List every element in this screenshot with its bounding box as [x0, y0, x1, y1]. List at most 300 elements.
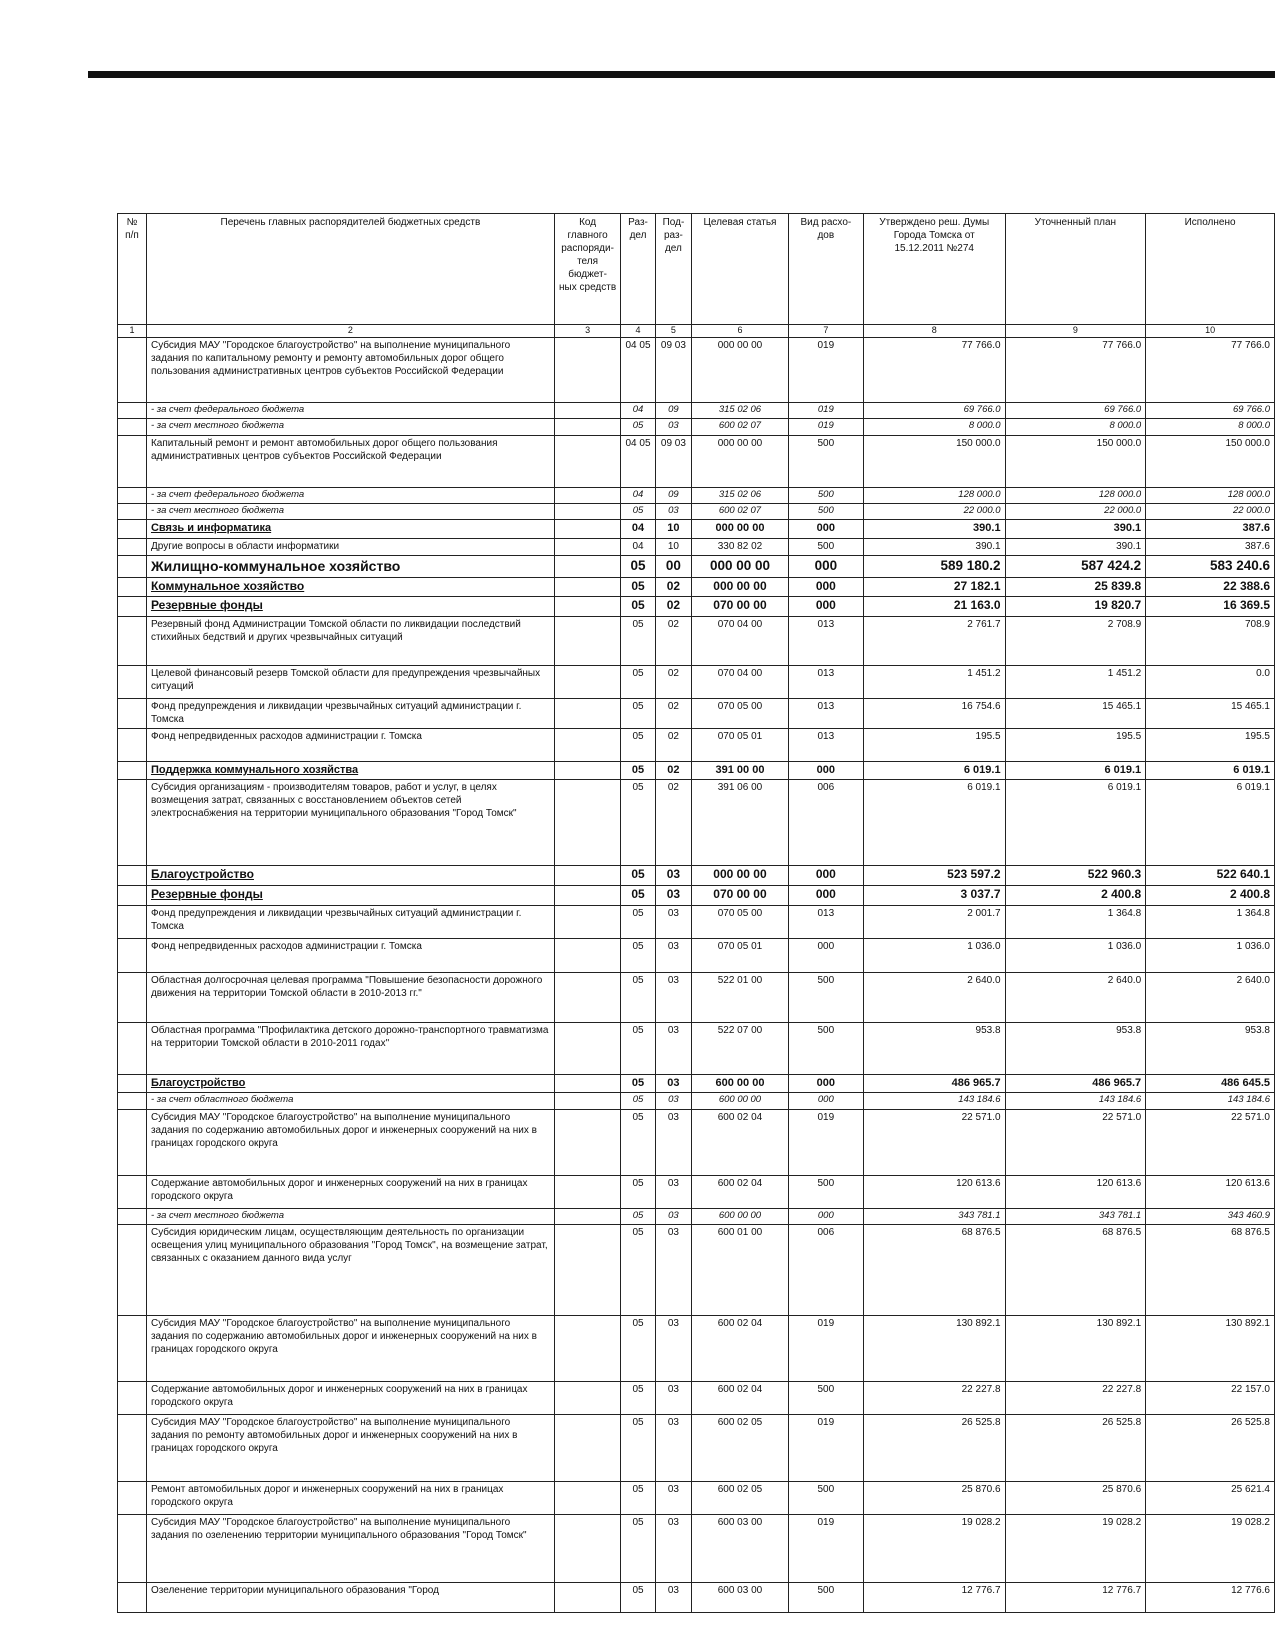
- table-row: [118, 555, 1275, 577]
- row-code: [554, 1514, 621, 1582]
- row-code: [554, 538, 621, 555]
- table-row: [118, 1224, 1275, 1315]
- row-plan: 12 776.7: [1005, 1582, 1146, 1612]
- row-article: 600 02 04: [692, 1381, 789, 1414]
- row-article: 000 00 00: [692, 520, 789, 538]
- row-number: [118, 1315, 147, 1381]
- row-razdel: 05: [621, 666, 655, 699]
- row-vid: 013: [788, 666, 863, 699]
- row-done: 343 460.9: [1146, 1208, 1275, 1224]
- row-name: Субсидия организациям - производителям товаров, работ и услуг, в целях возмещения затрат, связанных с восстановлением объектов сетей электроснабжения на территории муниципального образования "Город Томск": [146, 780, 554, 866]
- row-razdel: 05: [621, 1175, 655, 1208]
- row-plan: 77 766.0: [1005, 338, 1146, 403]
- row-done: 0.0: [1146, 666, 1275, 699]
- row-number: [118, 338, 147, 403]
- row-name: Жилищно-коммунальное хозяйство: [146, 555, 554, 577]
- table-row: [118, 597, 1275, 617]
- table-row: [118, 886, 1275, 906]
- row-approved: 19 028.2: [863, 1514, 1005, 1582]
- row-razdel: 05: [621, 1582, 655, 1612]
- row-article: 000 00 00: [692, 435, 789, 487]
- row-number: [118, 555, 147, 577]
- row-name: Ремонт автомобильных дорог и инженерных сооружений на них в границах городского округа: [146, 1481, 554, 1514]
- row-podrazdel: 03: [655, 1315, 691, 1381]
- row-article: 522 01 00: [692, 972, 789, 1022]
- row-name: - за счет федерального бюджета: [146, 403, 554, 419]
- row-vid: 000: [788, 762, 863, 780]
- row-code: [554, 403, 621, 419]
- row-podrazdel: 09 03: [655, 435, 691, 487]
- row-number: [118, 1224, 147, 1315]
- row-article: 600 02 07: [692, 504, 789, 520]
- row-name: Фонд непредвиденных расходов администрации г. Томска: [146, 729, 554, 762]
- row-vid: 019: [788, 1514, 863, 1582]
- header-vid: Вид расхо- дов: [788, 214, 863, 325]
- row-number: [118, 1514, 147, 1582]
- table-row: [118, 617, 1275, 666]
- row-number: [118, 617, 147, 666]
- table-row: [118, 762, 1275, 780]
- row-code: [554, 555, 621, 577]
- row-number: [118, 699, 147, 729]
- row-approved: 120 613.6: [863, 1175, 1005, 1208]
- row-number: [118, 1109, 147, 1175]
- row-article: 000 00 00: [692, 577, 789, 597]
- header-done: Исполнено: [1146, 214, 1275, 325]
- row-article: 000 00 00: [692, 338, 789, 403]
- row-name: Субсидия юридическим лицам, осуществляющим деятельность по организации освещения улиц муниципального образования "Город Томск", на возмещение затрат, связанных с оказанием данного вида услуг: [146, 1224, 554, 1315]
- row-done: 486 645.5: [1146, 1074, 1275, 1092]
- row-article: 600 03 00: [692, 1582, 789, 1612]
- table-row: [118, 577, 1275, 597]
- header-podrazdel: Под- раз- дел: [655, 214, 691, 325]
- row-done: 6 019.1: [1146, 762, 1275, 780]
- row-approved: 143 184.6: [863, 1093, 1005, 1109]
- table-row: [118, 487, 1275, 503]
- header-code: Код главного распоряди- теля бюджет- ных средств: [554, 214, 621, 325]
- row-done: 143 184.6: [1146, 1093, 1275, 1109]
- row-podrazdel: 02: [655, 577, 691, 597]
- row-name: Благоустройство: [146, 1074, 554, 1092]
- row-number: [118, 1093, 147, 1109]
- row-plan: 587 424.2: [1005, 555, 1146, 577]
- row-plan: 25 870.6: [1005, 1481, 1146, 1514]
- row-number: [118, 577, 147, 597]
- row-plan: 6 019.1: [1005, 762, 1146, 780]
- table-row: [118, 1093, 1275, 1109]
- row-podrazdel: 03: [655, 419, 691, 435]
- row-done: 120 613.6: [1146, 1175, 1275, 1208]
- row-razdel: 04: [621, 538, 655, 555]
- row-article: 600 01 00: [692, 1224, 789, 1315]
- row-podrazdel: 02: [655, 762, 691, 780]
- row-razdel: 05: [621, 419, 655, 435]
- row-approved: 390.1: [863, 538, 1005, 555]
- row-name: Фонд предупреждения и ликвидации чрезвычайных ситуаций администрации г. Томска: [146, 699, 554, 729]
- row-article: 600 02 04: [692, 1315, 789, 1381]
- row-approved: 1 036.0: [863, 938, 1005, 972]
- row-name: Озеленение территории муниципального образования "Город: [146, 1582, 554, 1612]
- table-row: [118, 699, 1275, 729]
- row-code: [554, 487, 621, 503]
- row-podrazdel: 03: [655, 504, 691, 520]
- row-code: [554, 504, 621, 520]
- table-row: [118, 1109, 1275, 1175]
- row-vid: 006: [788, 1224, 863, 1315]
- row-name: Фонд непредвиденных расходов администрации г. Томска: [146, 938, 554, 972]
- row-podrazdel: 02: [655, 729, 691, 762]
- row-approved: 589 180.2: [863, 555, 1005, 577]
- row-code: [554, 1175, 621, 1208]
- row-name: Целевой финансовый резерв Томской области для предупреждения чрезвычайных ситуаций: [146, 666, 554, 699]
- table-row: [118, 435, 1275, 487]
- row-vid: 019: [788, 1414, 863, 1481]
- row-podrazdel: 03: [655, 1582, 691, 1612]
- row-razdel: 04: [621, 520, 655, 538]
- row-podrazdel: 03: [655, 1109, 691, 1175]
- row-plan: 2 640.0: [1005, 972, 1146, 1022]
- row-article: 070 04 00: [692, 666, 789, 699]
- row-vid: 013: [788, 729, 863, 762]
- column-number: 10: [1146, 325, 1275, 338]
- row-approved: 390.1: [863, 520, 1005, 538]
- row-vid: 000: [788, 886, 863, 906]
- table-row: [118, 504, 1275, 520]
- row-vid: 013: [788, 699, 863, 729]
- row-plan: 390.1: [1005, 538, 1146, 555]
- row-plan: 195.5: [1005, 729, 1146, 762]
- row-razdel: 05: [621, 729, 655, 762]
- row-code: [554, 1022, 621, 1074]
- row-approved: 6 019.1: [863, 762, 1005, 780]
- row-number: [118, 905, 147, 938]
- row-podrazdel: 09: [655, 487, 691, 503]
- row-name: Резервный фонд Администрации Томской области по ликвидации последствий стихийных бедствий и других чрезвычайных ситуаций: [146, 617, 554, 666]
- row-razdel: 05: [621, 617, 655, 666]
- row-approved: 21 163.0: [863, 597, 1005, 617]
- row-vid: 500: [788, 504, 863, 520]
- row-number: [118, 504, 147, 520]
- row-code: [554, 1208, 621, 1224]
- row-plan: 15 465.1: [1005, 699, 1146, 729]
- row-podrazdel: 09: [655, 403, 691, 419]
- row-razdel: 05: [621, 762, 655, 780]
- row-name: Субсидия МАУ "Городское благоустройство" на выполнение муниципального задания по содержанию автомобильных дорог и инженерных сооружений на них в границах городского округа: [146, 1315, 554, 1381]
- row-razdel: 05: [621, 1022, 655, 1074]
- row-done: 22 157.0: [1146, 1381, 1275, 1414]
- table-row: [118, 972, 1275, 1022]
- row-code: [554, 1074, 621, 1092]
- row-done: 2 400.8: [1146, 886, 1275, 906]
- table-row: [118, 729, 1275, 762]
- row-name: Субсидия МАУ "Городское благоустройство" на выполнение муниципального задания по капитальному ремонту и ремонту автомобильных дорог общего пользования административных центров субъектов Российской Федерации: [146, 338, 554, 403]
- row-podrazdel: 03: [655, 886, 691, 906]
- row-podrazdel: 03: [655, 1224, 691, 1315]
- row-approved: 486 965.7: [863, 1074, 1005, 1092]
- row-done: 26 525.8: [1146, 1414, 1275, 1481]
- table-row: [118, 938, 1275, 972]
- row-vid: 500: [788, 1582, 863, 1612]
- row-name: Связь и информатика: [146, 520, 554, 538]
- row-name: Другие вопросы в области информатики: [146, 538, 554, 555]
- row-podrazdel: 02: [655, 780, 691, 866]
- row-vid: 000: [788, 866, 863, 886]
- row-plan: 343 781.1: [1005, 1208, 1146, 1224]
- row-plan: 69 766.0: [1005, 403, 1146, 419]
- row-razdel: 05: [621, 866, 655, 886]
- top-rule: [88, 71, 1275, 78]
- row-razdel: 04: [621, 487, 655, 503]
- row-podrazdel: 03: [655, 1381, 691, 1414]
- row-code: [554, 886, 621, 906]
- header-razdel: Раз- дел: [621, 214, 655, 325]
- column-number: 4: [621, 325, 655, 338]
- row-vid: 500: [788, 487, 863, 503]
- row-done: 195.5: [1146, 729, 1275, 762]
- row-razdel: 05: [621, 886, 655, 906]
- row-name: Областная долгосрочная целевая программа "Повышение безопасности дорожного движения на территории Томской области в 2010-2013 гг.": [146, 972, 554, 1022]
- row-vid: 019: [788, 338, 863, 403]
- row-article: 070 05 01: [692, 729, 789, 762]
- row-article: 330 82 02: [692, 538, 789, 555]
- row-approved: 3 037.7: [863, 886, 1005, 906]
- row-approved: 953.8: [863, 1022, 1005, 1074]
- row-done: 12 776.6: [1146, 1582, 1275, 1612]
- row-code: [554, 905, 621, 938]
- row-code: [554, 419, 621, 435]
- row-podrazdel: 03: [655, 1481, 691, 1514]
- row-done: 1 036.0: [1146, 938, 1275, 972]
- row-plan: 68 876.5: [1005, 1224, 1146, 1315]
- row-razdel: 05: [621, 1315, 655, 1381]
- row-code: [554, 435, 621, 487]
- row-razdel: 04: [621, 403, 655, 419]
- row-name: Резервные фонды: [146, 597, 554, 617]
- row-podrazdel: 03: [655, 1514, 691, 1582]
- row-approved: 69 766.0: [863, 403, 1005, 419]
- row-name: - за счет местного бюджета: [146, 419, 554, 435]
- row-podrazdel: 02: [655, 617, 691, 666]
- row-number: [118, 403, 147, 419]
- row-article: 070 00 00: [692, 597, 789, 617]
- row-done: 2 640.0: [1146, 972, 1275, 1022]
- row-number: [118, 729, 147, 762]
- column-number: 3: [554, 325, 621, 338]
- row-razdel: 05: [621, 938, 655, 972]
- row-name: Капитальный ремонт и ремонт автомобильных дорог общего пользования административных центров субъектов Российской Федерации: [146, 435, 554, 487]
- row-code: [554, 338, 621, 403]
- row-article: 070 00 00: [692, 886, 789, 906]
- row-name: Содержание автомобильных дорог и инженерных сооружений на них в границах городского округа: [146, 1175, 554, 1208]
- row-done: 583 240.6: [1146, 555, 1275, 577]
- row-name: - за счет местного бюджета: [146, 1208, 554, 1224]
- row-razdel: 05: [621, 504, 655, 520]
- table-row: [118, 1414, 1275, 1481]
- row-approved: 25 870.6: [863, 1481, 1005, 1514]
- row-vid: 013: [788, 905, 863, 938]
- table-row: [118, 403, 1275, 419]
- row-number: [118, 1381, 147, 1414]
- row-number: [118, 538, 147, 555]
- row-approved: 150 000.0: [863, 435, 1005, 487]
- row-podrazdel: 03: [655, 1074, 691, 1092]
- row-number: [118, 487, 147, 503]
- row-razdel: 05: [621, 780, 655, 866]
- row-name: Коммунальное хозяйство: [146, 577, 554, 597]
- row-number: [118, 520, 147, 538]
- row-number: [118, 597, 147, 617]
- row-name: Резервные фонды: [146, 886, 554, 906]
- row-razdel: 05: [621, 555, 655, 577]
- row-approved: 195.5: [863, 729, 1005, 762]
- row-article: 000 00 00: [692, 866, 789, 886]
- row-name: Субсидия МАУ "Городское благоустройство" на выполнение муниципального задания по озеленению территории муниципального образования "Город Томск": [146, 1514, 554, 1582]
- table-row: [118, 1381, 1275, 1414]
- row-approved: 22 000.0: [863, 504, 1005, 520]
- row-approved: 22 571.0: [863, 1109, 1005, 1175]
- row-article: 600 02 07: [692, 419, 789, 435]
- row-done: 130 892.1: [1146, 1315, 1275, 1381]
- row-article: 391 00 00: [692, 762, 789, 780]
- table-row: [118, 905, 1275, 938]
- row-podrazdel: 03: [655, 1175, 691, 1208]
- row-vid: 500: [788, 1381, 863, 1414]
- row-vid: 019: [788, 1315, 863, 1381]
- row-number: [118, 1074, 147, 1092]
- row-plan: 522 960.3: [1005, 866, 1146, 886]
- row-number: [118, 1414, 147, 1481]
- table-row: [118, 780, 1275, 866]
- header-approved: Утверждено реш. Думы Города Томска от 15.12.2011 №274: [863, 214, 1005, 325]
- row-razdel: 05: [621, 1109, 655, 1175]
- row-name: Субсидия МАУ "Городское благоустройство" на выполнение муниципального задания по содержанию автомобильных дорог и инженерных сооружений на них в границах городского округа: [146, 1109, 554, 1175]
- row-code: [554, 1109, 621, 1175]
- row-approved: 2 001.7: [863, 905, 1005, 938]
- row-code: [554, 866, 621, 886]
- row-done: 22 571.0: [1146, 1109, 1275, 1175]
- row-vid: 000: [788, 1093, 863, 1109]
- column-number: 7: [788, 325, 863, 338]
- row-approved: 523 597.2: [863, 866, 1005, 886]
- row-done: 22 388.6: [1146, 577, 1275, 597]
- row-name: - за счет областного бюджета: [146, 1093, 554, 1109]
- table-row: [118, 1074, 1275, 1092]
- row-number: [118, 419, 147, 435]
- row-plan: 486 965.7: [1005, 1074, 1146, 1092]
- row-article: 600 03 00: [692, 1514, 789, 1582]
- row-plan: 130 892.1: [1005, 1315, 1146, 1381]
- row-done: 953.8: [1146, 1022, 1275, 1074]
- row-podrazdel: 00: [655, 555, 691, 577]
- row-article: 070 05 01: [692, 938, 789, 972]
- row-podrazdel: 03: [655, 938, 691, 972]
- row-podrazdel: 10: [655, 538, 691, 555]
- row-done: 6 019.1: [1146, 780, 1275, 866]
- table-row: [118, 1582, 1275, 1612]
- row-plan: 143 184.6: [1005, 1093, 1146, 1109]
- column-number-row: [118, 325, 1275, 338]
- row-done: 1 364.8: [1146, 905, 1275, 938]
- row-code: [554, 1224, 621, 1315]
- row-razdel: 05: [621, 577, 655, 597]
- table-row: [118, 1175, 1275, 1208]
- row-code: [554, 597, 621, 617]
- row-name: Благоустройство: [146, 866, 554, 886]
- row-done: 708.9: [1146, 617, 1275, 666]
- row-vid: 006: [788, 780, 863, 866]
- row-razdel: 05: [621, 972, 655, 1022]
- row-approved: 77 766.0: [863, 338, 1005, 403]
- row-plan: 150 000.0: [1005, 435, 1146, 487]
- row-article: 600 00 00: [692, 1074, 789, 1092]
- row-podrazdel: 02: [655, 666, 691, 699]
- row-plan: 1 036.0: [1005, 938, 1146, 972]
- row-number: [118, 1582, 147, 1612]
- row-razdel: 04 05: [621, 435, 655, 487]
- row-approved: 26 525.8: [863, 1414, 1005, 1481]
- row-name: Областная программа "Профилактика детского дорожно-транспортного травматизма на территории Томской области в 2010-2011 годах": [146, 1022, 554, 1074]
- row-razdel: 05: [621, 1514, 655, 1582]
- row-approved: 128 000.0: [863, 487, 1005, 503]
- row-vid: 000: [788, 520, 863, 538]
- row-vid: 500: [788, 972, 863, 1022]
- row-podrazdel: 09 03: [655, 338, 691, 403]
- table-row: [118, 666, 1275, 699]
- row-approved: 343 781.1: [863, 1208, 1005, 1224]
- table-row: [118, 538, 1275, 555]
- table-row: [118, 419, 1275, 435]
- row-done: 387.6: [1146, 520, 1275, 538]
- row-vid: 000: [788, 938, 863, 972]
- row-done: 15 465.1: [1146, 699, 1275, 729]
- row-article: 600 02 05: [692, 1414, 789, 1481]
- row-name: - за счет федерального бюджета: [146, 487, 554, 503]
- row-number: [118, 1208, 147, 1224]
- row-vid: 000: [788, 597, 863, 617]
- table-row: [118, 1315, 1275, 1381]
- row-name: - за счет местного бюджета: [146, 504, 554, 520]
- row-code: [554, 938, 621, 972]
- row-podrazdel: 03: [655, 866, 691, 886]
- row-vid: 500: [788, 538, 863, 555]
- column-number: 5: [655, 325, 691, 338]
- header-number: № п/п: [118, 214, 147, 325]
- row-razdel: 05: [621, 699, 655, 729]
- row-plan: 2 400.8: [1005, 886, 1146, 906]
- row-number: [118, 866, 147, 886]
- row-podrazdel: 03: [655, 1414, 691, 1481]
- row-plan: 120 613.6: [1005, 1175, 1146, 1208]
- row-number: [118, 762, 147, 780]
- row-code: [554, 1481, 621, 1514]
- row-vid: 000: [788, 1074, 863, 1092]
- row-approved: 1 451.2: [863, 666, 1005, 699]
- row-plan: 22 571.0: [1005, 1109, 1146, 1175]
- row-article: 600 02 05: [692, 1481, 789, 1514]
- row-podrazdel: 02: [655, 699, 691, 729]
- header-row: [118, 214, 1275, 325]
- row-code: [554, 666, 621, 699]
- table-row: [118, 1481, 1275, 1514]
- header-name: Перечень главных распорядителей бюджетных средств: [146, 214, 554, 325]
- row-done: 150 000.0: [1146, 435, 1275, 487]
- row-approved: 2 761.7: [863, 617, 1005, 666]
- row-number: [118, 666, 147, 699]
- row-vid: 013: [788, 617, 863, 666]
- row-code: [554, 1093, 621, 1109]
- table-row: [118, 1022, 1275, 1074]
- row-vid: 019: [788, 1109, 863, 1175]
